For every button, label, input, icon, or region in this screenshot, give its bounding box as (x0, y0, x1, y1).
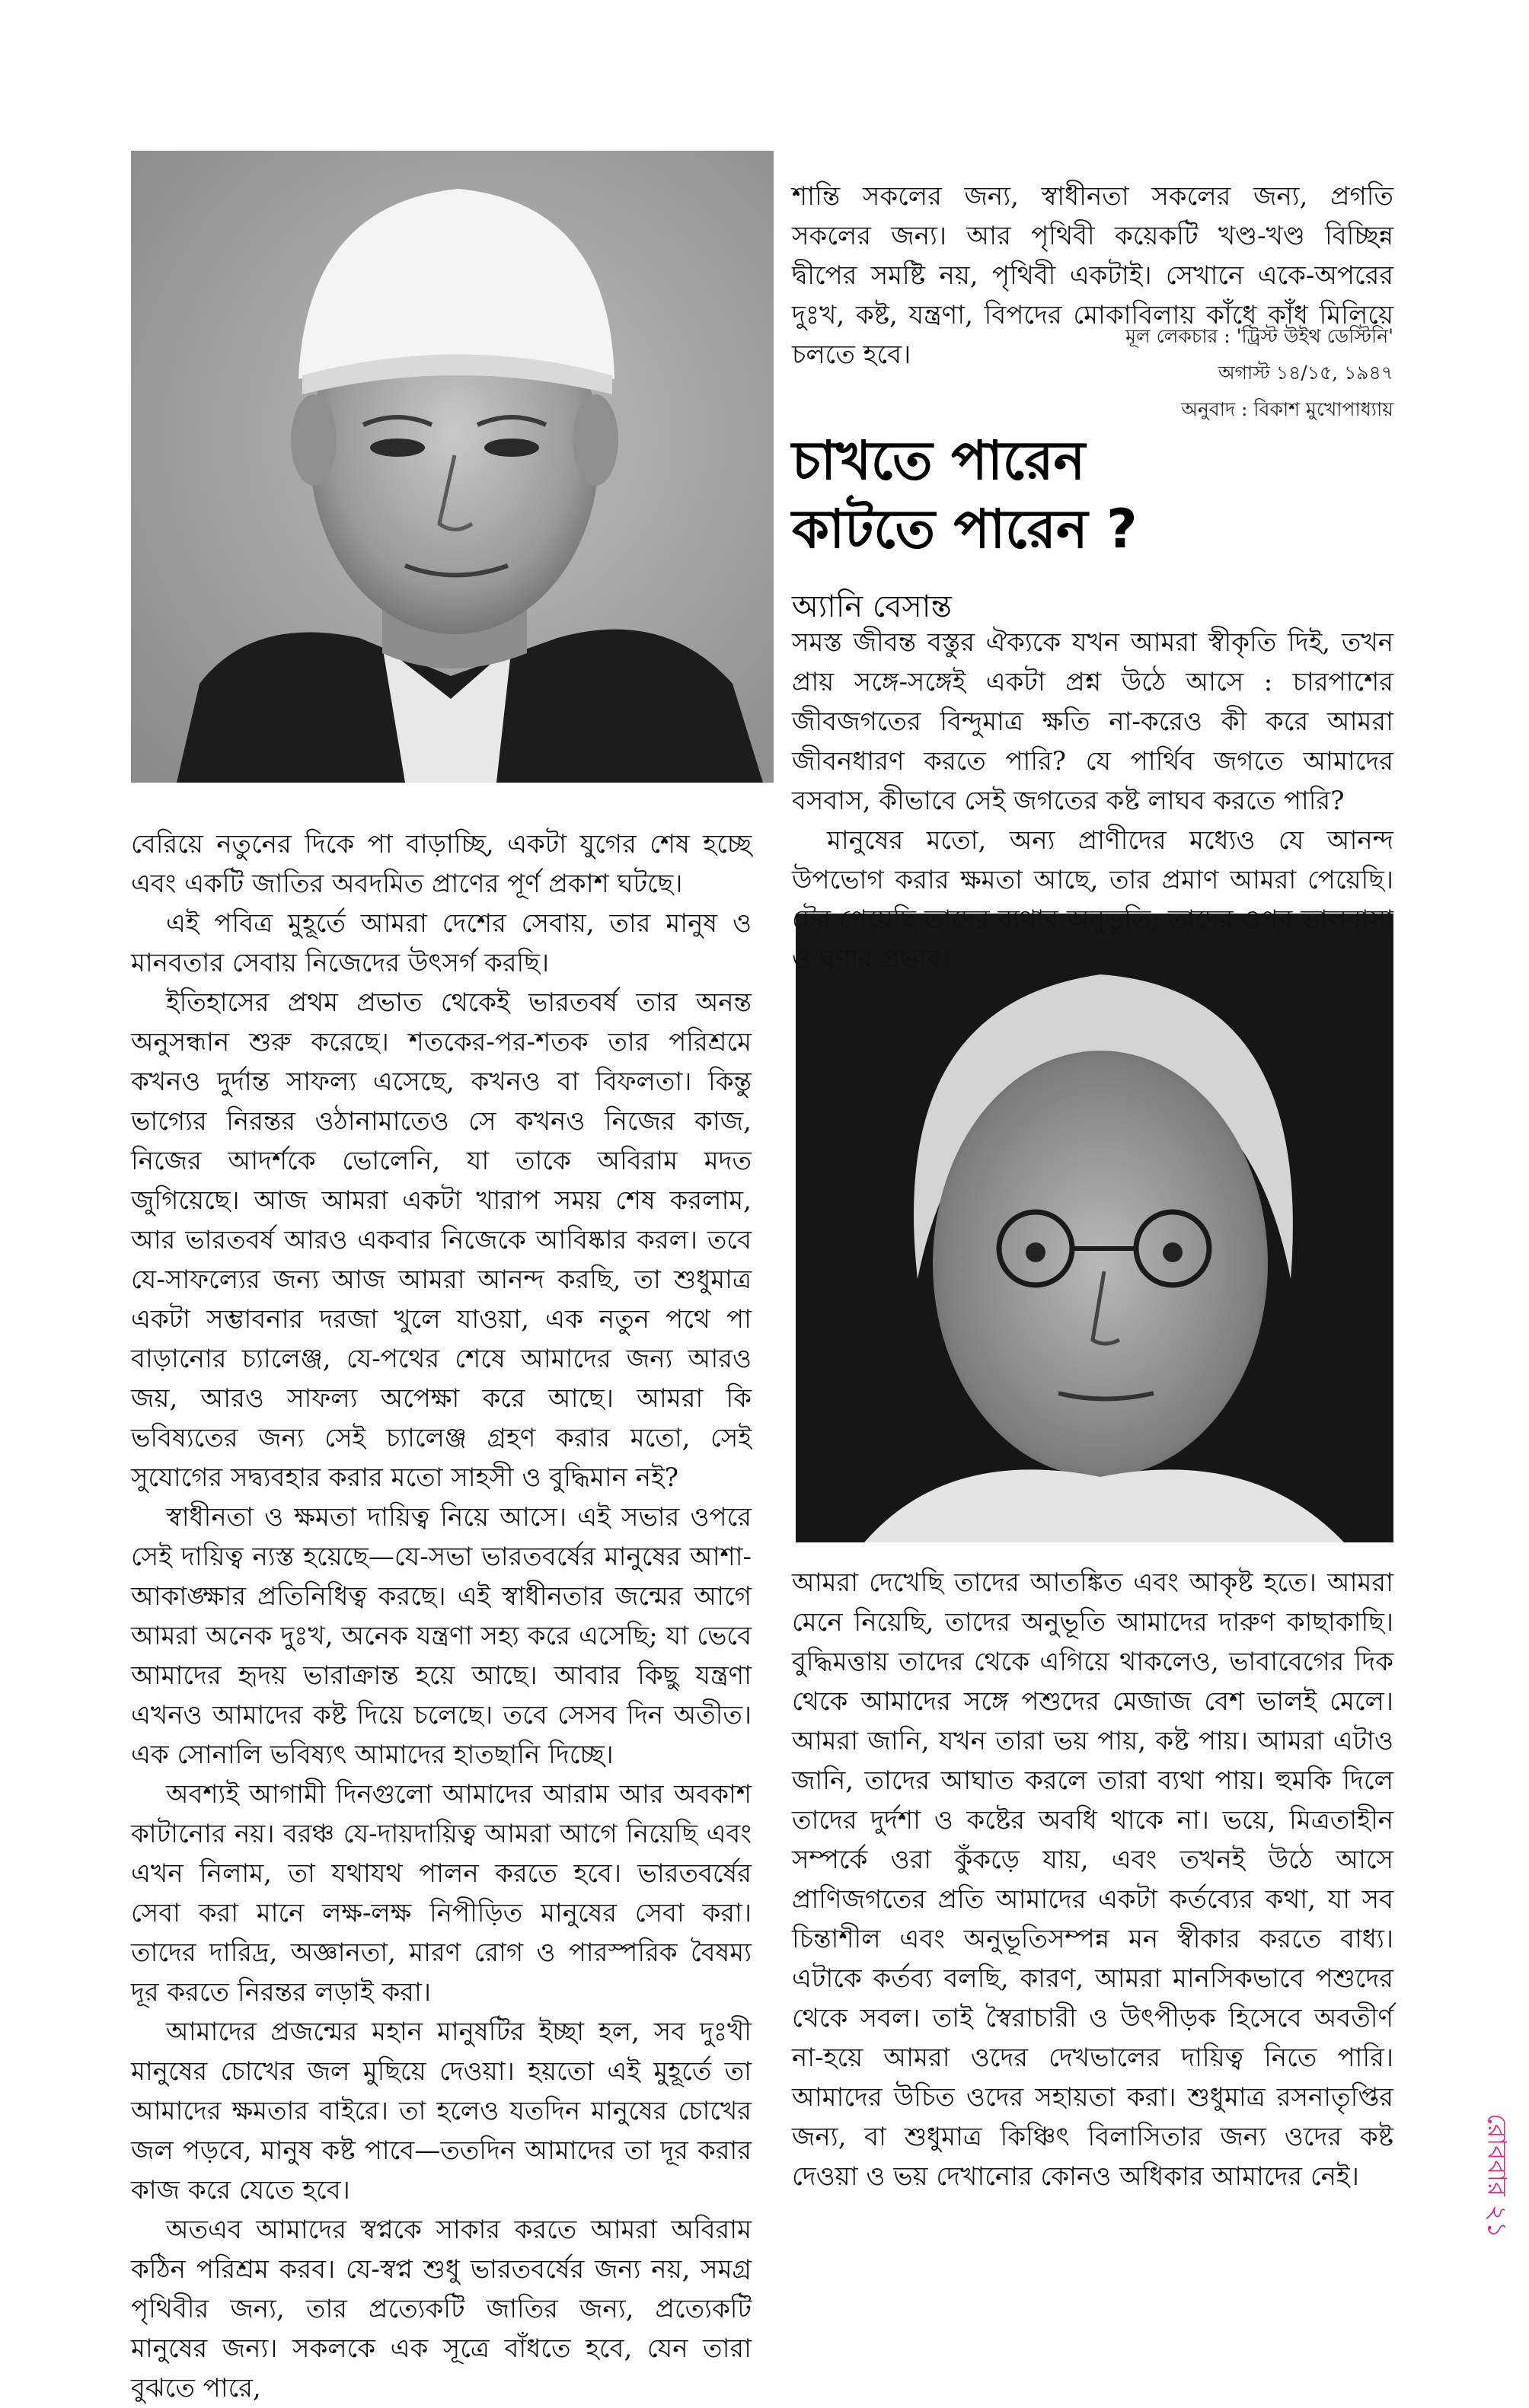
article-title-line-2: কাটতে পারেন ? (792, 498, 1138, 560)
article-intro-block (792, 623, 1393, 979)
paragraph: অবশ্যই আগামী দিনগুলো আমাদের আরাম আর অবকাশ কাটানোর নয়। বরঞ্চ যে-দায়দায়িত্ব আমরা আগে নিয়েছি এবং এখন নিলাম, তা যথাযথ পালন করতে হবে। ভারতবর্ষের সেবা করা মানে লক্ষ-লক্ষ নিপীড়িত মানুষের সেবা করা। তাদের দারিদ্র, অজ্ঞানতা, মারণ রোগ ও পারস্পরিক বৈষম্য দূর করতে নিরন্তর লড়াই করা। (131, 1779, 752, 2008)
portrait-photo-woman (796, 914, 1393, 1542)
paragraph: অতএব আমাদের স্বপ্নকে সাকার করতে আমরা অবিরাম কঠিন পরিশ্রম করব। যে-স্বপ্ন শুধু ভারতবর্ষের জন্য নয়, সমগ্র পৃথিবীর জন্য, তার প্রত্যেকটি জাতির জন্য, প্রত্যেকটি মানুষের জন্য। সকলকে এক সূত্রে বাঁধতে হবে, যেন তারা বুঝতে পারে, (131, 2215, 752, 2403)
credit-translator: অনুবাদ : বিকাশ মুখোপাধ্যায় (1181, 398, 1393, 420)
left-column-text (131, 824, 752, 2408)
article-title-line-1: চাখতে পারেন (792, 429, 1086, 492)
paragraph: আমরা দেখেছি তাদের আতঙ্কিত এবং আকৃষ্ট হতে। আমরা মেনে নিয়েছি, তাদের অনুভূতি আমাদের দারুণ কাছাকাছি। বুদ্ধিমত্তায় তাদের থেকে এগিয়ে থাকলেও, ভাবাবেগের দিক থেকে আমাদের সঙ্গে পশুদের মেজাজ বেশ ভালই মেলে। আমরা জানি, যখন তারা ভয় পায়, কষ্ট পায়। আমরা এটাও জানি, তাদের আঘাত করলে তারা ব্যথা পায়। হুমকি দিলে তাদের দুর্দশা ও কষ্টের অবধি থাকে না। ভয়ে, মিত্রতাহীন সম্পর্কে ওরা কুঁকড়ে যায়, এবং তখনই উঠে আসে প্রাণিজগতের প্রতি আমাদের একটা কর্তব্যের কথা, যা সব চিন্তাশীল এবং অনুভূতিসম্পন্ন মন স্বীকার করতে বাধ্য। এটাকে কর্তব্য বলছি, কারণ, আমরা মানসিকভাবে পশুদের থেকে সবল। তাই স্বৈরাচারী ও উৎপীড়ক হিসেবে অবতীর্ণ না-হয়ে আমরা ওদের দেখভালের দায়িত্ব নিতে পারি। আমাদের উচিত ওদের সহায়তা করা। শুধুমাত্র রসনাতৃপ্তির জন্য, বা শুধুমাত্র কিঞ্চিৎ বিলাসিতার জন্য ওদের কষ্ট দেওয়া ও ভয় দেখানোর কোনও অধিকার আমাদের নেই। (792, 1568, 1393, 2192)
paragraph: শান্তি সকলের জন্য, স্বাধীনতা সকলের জন্য, প্রগতি সকলের জন্য। আর পৃথিবী কয়েকটি খণ্ড-খণ্ড বিচ্ছিন্ন দ্বীপের সমষ্টি নয়, পৃথিবী একটাই। সেখানে একে-অপরের দুঃখ, কষ্ট, যন্ত্রণা, বিপদের মোকাবিলায় কাঁধে কাঁধ মিলিয়ে চলতে হবে। (792, 181, 1393, 370)
paragraph: সমস্ত জীবন্ত বস্তুর ঐক্যকে যখন আমরা স্বীকৃতি দিই, তখন প্রায় সঙ্গে-সঙ্গেই একটা প্রশ্ন উঠে আসে : চারপাশের জীবজগতের বিন্দুমাত্র ক্ষতি না-করেও কী করে আমরা জীবনধারণ করতে পারি? যে পার্থিব জগতে আমাদের বসবাস, কীভাবে সেই জগতের কষ্ট লাঘব করতে পারি? (792, 627, 1393, 816)
paragraph: এই পবিত্র মুহূর্তে আমরা দেশের সেবায়, তার মানুষ ও মানবতার সেবায় নিজেদের উৎসর্গ করছি। (131, 908, 752, 978)
article-body-block (792, 1563, 1393, 2196)
folio-text: রোববার ২১ (1481, 2113, 1512, 2238)
paragraph: ইতিহাসের প্রথম প্রভাত থেকেই ভারতবর্ষ তার অনন্ত অনুসন্ধান শুরু করেছে। শতকের-পর-শতক তার পরিশ্রমে কখনও দুর্দান্ত সাফল্য এসেছে, কখনও বা বিফলতা। কিন্তু ভাগ্যের নিরন্তর ওঠানামাতেও সে কখনও নিজের কাজ, নিজের আদর্শকে ভোলেনি, যা তাকে অবিরাম মদত জুগিয়েছে। আজ আমরা একটা খারাপ সময় শেষ করলাম, আর ভারতবর্ষ আরও একবার নিজেকে আবিষ্কার করল। তবে যে-সাফল্যের জন্য আজ আমরা আনন্দ করছি, তা শুধুমাত্র একটা সম্ভাবনার দরজা খুলে যাওয়া, এক নতুন পথে পা বাড়ানোর চ্যালেঞ্জ, যে-পথের শেষে আমাদের জন্য আরও জয়, আরও সাফল্য অপেক্ষা করে আছে। আমরা কি ভবিষ্যতের জন্য সেই চ্যালেঞ্জ গ্রহণ করার মতো, সেই সুযোগের সদ্ব্যবহার করার মতো সাহসী ও বুদ্ধিমান নই? (131, 987, 752, 1493)
paragraph: স্বাধীনতা ও ক্ষমতা দায়িত্ব নিয়ে আসে। এই সভার ওপরে সেই দায়িত্ব ন্যস্ত হয়েছে—যে-সভা ভারতবর্ষের মানুষের আশা-আকাঙ্ক্ষার প্রতিনিধিত্ব করছে। এই স্বাধীনতার জন্মের আগে আমরা অনেক দুঃখ, অনেক যন্ত্রণা সহ্য করে এসেছি; যা ভেবে আমাদের হৃদয় ভারাক্রান্ত হয়ে আছে। আবার কিছু যন্ত্রণা এখনও আমাদের কষ্ট দিয়ে চলেছে। তবে সেসব দিন অতীত। এক সোনালি ভবিষ্যৎ আমাদের হাতছানি দিচ্ছে। (131, 1502, 752, 1770)
translation-credits (990, 318, 1393, 428)
paragraph: বেরিয়ে নতুনের দিকে পা বাড়াচ্ছি, একটা যুগের শেষ হচ্ছে এবং একটি জাতির অবদমিত প্রাণের পূর্ণ প্রকাশ ঘটছে। (131, 829, 752, 899)
paragraph: মানুষের মতো, অন্য প্রাণীদের মধ্যেও যে আনন্দ উপভোগ করার ক্ষমতা আছে, তার প্রমাণ আমরা পেয়েছি। টের পেয়েছি তাদের ব্যথার অনুভূতি; তাদের ওপর ভালবাসা ও ঘৃণার প্রভাব। (792, 825, 1393, 974)
credit-date: অগাস্ট ১৪/১৫, ১৯৪৭ (1218, 362, 1393, 384)
paragraph: আমাদের প্রজন্মের মহান মানুষটির ইচ্ছা হল, সব দুঃখী মানুষের চোখের জল মুছিয়ে দেওয়া। হয়তো এই মুহূর্তে তা আমাদের ক্ষমতার বাইরে। তা হলেও যতদিন মানুষের চোখের জল পড়বে, মানুষ কষ্ট পাবে—ততদিন আমাদের তা দূর করার কাজ করে যেতে হবে। (131, 2017, 752, 2205)
page-folio (1472, 2084, 1518, 2267)
article-author: অ্যানি বেসান্ত (792, 589, 952, 624)
portrait-photo-man (131, 151, 774, 783)
article-title (792, 426, 1393, 563)
credit-original-lecture: মূল লেকচার : 'ট্রিস্ট উইথ ডেস্টিনি' (1125, 325, 1393, 347)
